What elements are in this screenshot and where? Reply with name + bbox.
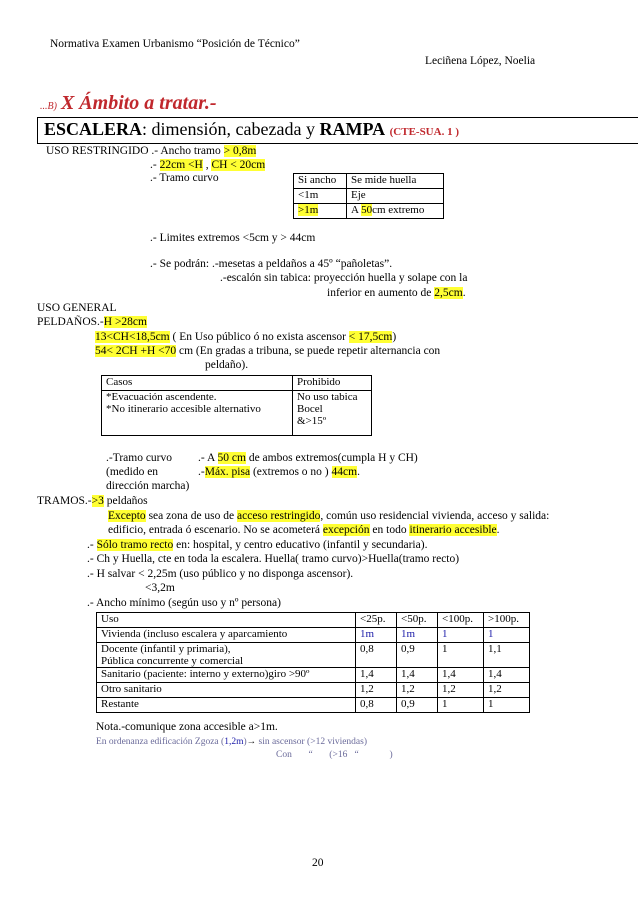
section-heading [40,92,217,115]
con-line: Con “ (>16 “ ) [276,750,393,760]
header-right: Leciñena López, Noelia [425,55,536,67]
cte-reference: (CTE-SUA. 1 ) [389,126,459,138]
restringido-line-6: .-escalón sin tabica: proyección huella y solape con la [220,272,468,284]
tramos-line-8: .- Ancho mínimo (según uso y nº persona) [87,597,281,609]
peldanos-line-2: 13<CH<18,5cm ( En Uso público ó no exista ascensor < 17,5cm) [95,331,397,343]
restringido-line-7: inferior en aumento de 2,5cm. [327,287,466,299]
peldanos-line: PELDAÑOS.-H >28cm [37,316,147,328]
restringido-line-4: .- Limites extremos <5cm y > 44cm [150,232,316,244]
escalera-label: ESCALERA [44,119,143,139]
table-row: Otro sanitario 1,2 1,2 1,2 1,2 [97,683,530,698]
general-title: USO GENERAL [37,302,117,314]
section-prefix: ...B) [40,101,57,112]
tramos-line-2: Excepto sea zona de uso de acceso restringido, común uso residencial vivienda, acceso y salida: [108,510,550,522]
box-title [44,119,459,140]
table-row: Restante 0,8 0,9 1 1 [97,698,530,713]
table-row: Sanitario (paciente: interno y externo)giro >90º 1,4 1,4 1,4 1,4 [97,668,530,683]
restringido-line-2: .- 22cm <H , CH < 20cm [150,159,266,171]
ancho-table-header: Uso <25p. <50p. <100p. >100p. [97,613,530,628]
tramos-line-7: <3,2m [145,582,175,594]
restringido-line-3: .- Tramo curvo [150,172,219,184]
rampa-label: RAMPA [319,119,386,139]
peldanos-line-3: 54< 2CH +H <70 cm (En gradas a tribuna, se puede repetir alternancia con [95,345,441,357]
ancho-minimo-table [96,612,530,713]
tramos-line-4: .- Sólo tramo recto en: hospital, y centro educativo (infantil y secundaria). [87,539,428,551]
curvo-b1: .- A 50 cm de ambos extremos(cumpla H y CH) [198,452,418,464]
curve-table: Si ancho Se mide huella <1m Eje >1m A 50cm extremo [293,173,444,219]
box-title-middle: : dimensión, cabezada y [142,119,320,139]
tramos-line-3: edificio, entrada ó escenario. No se acometerá excepción en todo itinerario accesible. [108,524,500,536]
curvo-b2: .-Máx. pisa (extremos o no ) 44cm. [198,466,360,478]
casos-table: Casos Prohibido *Evacuación ascendente. *No itinerario accesible alternativo No uso tabica Bocel &>15º [101,375,372,436]
nota-line: Nota.-comunique zona accesible a>1m. [96,721,278,733]
curvo-a1: .-Tramo curvo [106,452,173,464]
arrow-right-icon: → [246,737,257,747]
restringido-line-5: .- Se podrán: .-mesetas a peldaños a 45º “pañoletas”. [150,258,393,270]
peldanos-line-4: peldaño). [205,359,249,371]
tramos-line-5: .- Ch y Huella, cte en toda la escalera. Huella( tramo curvo)>Huella(tramo recto) [87,553,460,565]
tramos-line-6: .- H salvar < 2,25m (uso público y no disponga ascensor). [87,568,354,580]
section-title: X Ámbito a tratar.- [60,92,217,114]
zaragoza-line: En ordenanza edificación Zgoza (1,2m)→ sin ascensor (>12 viviendas) [96,737,368,747]
table-row: Docente (infantil y primaria), Pública concurrente y comercial 0,8 0,9 1 1,1 [97,643,530,668]
curvo-a2: (medido en [106,466,159,478]
page-number: 20 [312,857,324,869]
tramos-line-1: TRAMOS.->3 peldaños [37,495,148,507]
table-row: Vivienda (incluso escalera y aparcamiento 1m 1m 1 1 [97,628,530,643]
curvo-a3: dirección marcha) [106,480,190,492]
header-left: Normativa Examen Urbanismo “Posición de Técnico” [50,38,300,50]
restringido-line-1: USO RESTRINGIDO .- Ancho tramo > 0,8m [46,145,257,157]
